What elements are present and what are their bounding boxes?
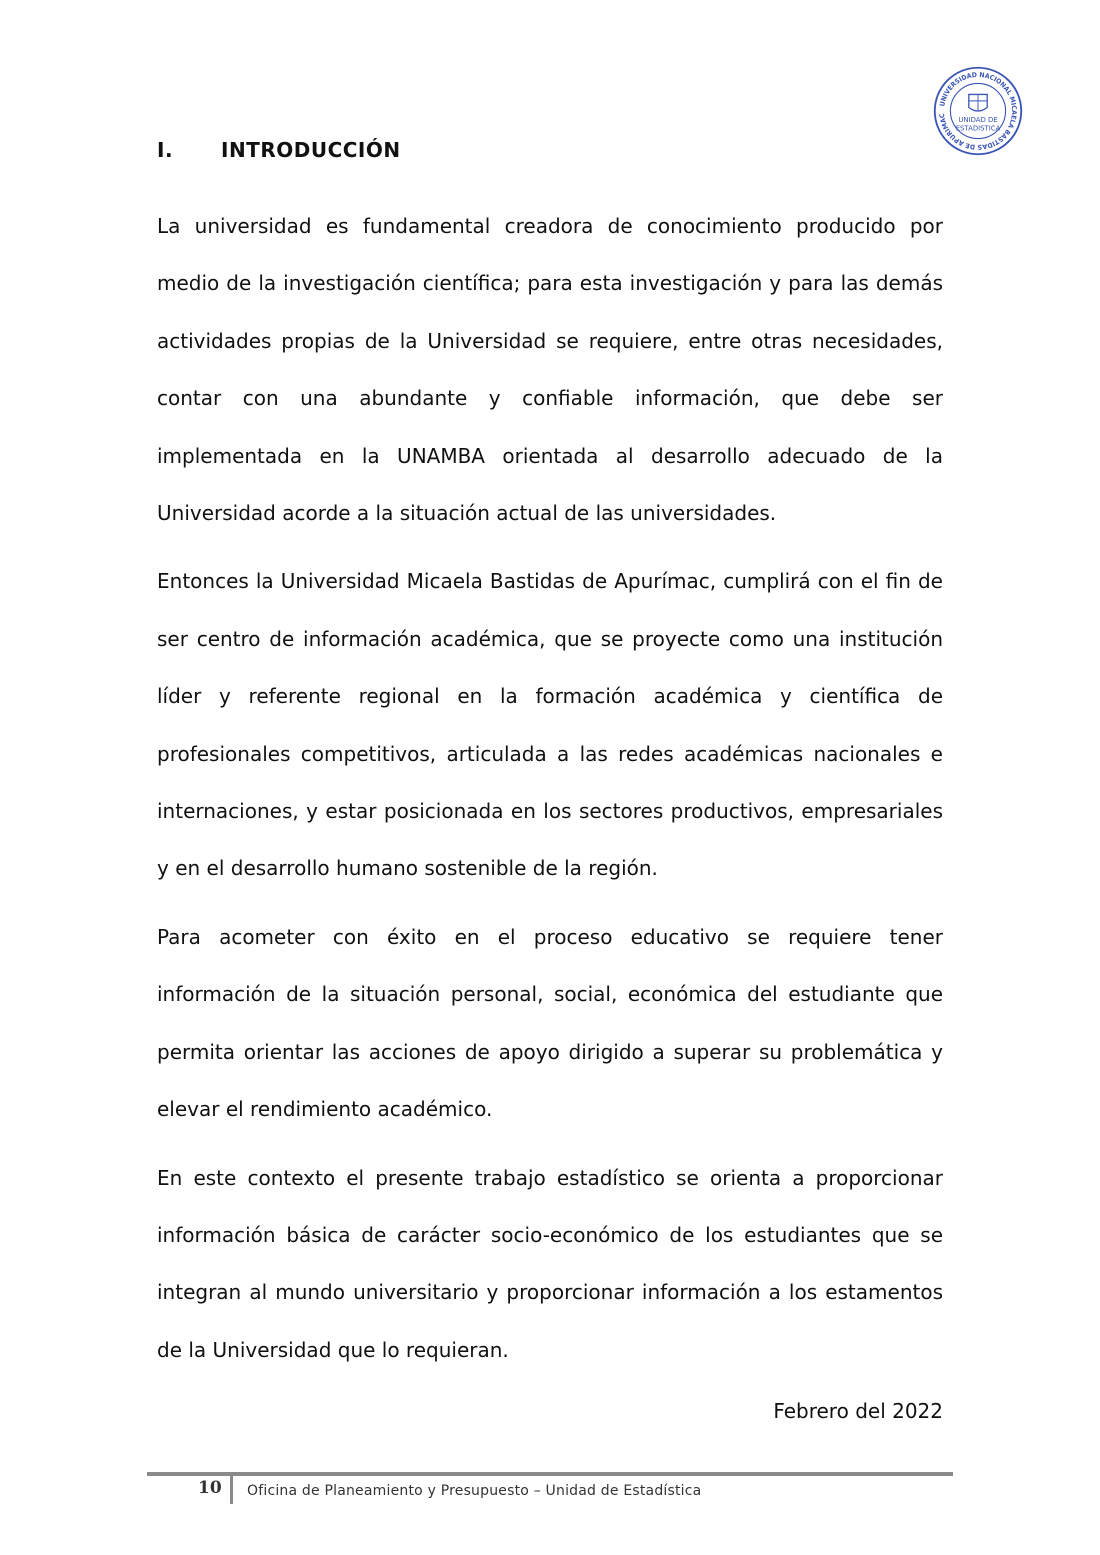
section-title: INTRODUCCIÓN [221, 138, 401, 162]
section-number: I. [157, 138, 174, 162]
section-heading [157, 138, 401, 162]
footer-rule [147, 1472, 953, 1476]
page-number: 10 [198, 1478, 222, 1498]
paragraph: En este contexto el presente trabajo estadístico se orienta a proporcionar información básica de carácter socio-económico de los estudiantes que se integran al mundo universitario y proporcionar información a los estamentos de la Universidad que lo requieran. [157, 1165, 943, 1362]
svg-text:ESTADISTICA: ESTADISTICA [955, 124, 1001, 133]
svg-text:UNIDAD DE: UNIDAD DE [958, 116, 998, 125]
footer-text: Oficina de Planeamiento y Presupuesto – Unidad de Estadística [247, 1483, 702, 1499]
paragraph: Para acometer con éxito en el proceso educativo se requiere tener información de la situación personal, social, económica del estudiante que permita orientar las acciones de apoyo dirigido a superar su problemática y elevar el rendimiento académico. [157, 924, 943, 1122]
paragraph: Entonces la Universidad Micaela Bastidas de Apurímac, cumplirá con el fin de ser centro de información académica, que se proyecte como una institución líder y referente regional en la formación académica y científica de profesionales competitivos, articulada a las redes académicas nacionales e internaciones, y estar posicionada en los sectores productivos, empresariales y en el desarrollo humano sostenible de la región. [157, 569, 943, 881]
institution-stamp [932, 65, 1024, 157]
footer-divider [230, 1476, 233, 1504]
paragraph: La universidad es fundamental creadora de conocimiento producido por medio de la investigación científica; para esta investigación y para las demás actividades propias de la Universidad se requiere, entre otras necesidades, contar con una abundante y confiable información, que debe ser implementada en la UNAMBA orientada al desarrollo adecuado de la Universidad acorde a la situación actual de las universidades. [157, 214, 943, 526]
document-date: Febrero del 2022 [773, 1399, 943, 1423]
stamp-seal-icon [932, 65, 1024, 157]
svg-text:UNIVERSIDAD NACIONAL MICAELA B: UNIVERSIDAD NACIONAL MICAELA BASTIDAS DE APURIMAC [937, 70, 1019, 152]
body-text [157, 198, 943, 1390]
